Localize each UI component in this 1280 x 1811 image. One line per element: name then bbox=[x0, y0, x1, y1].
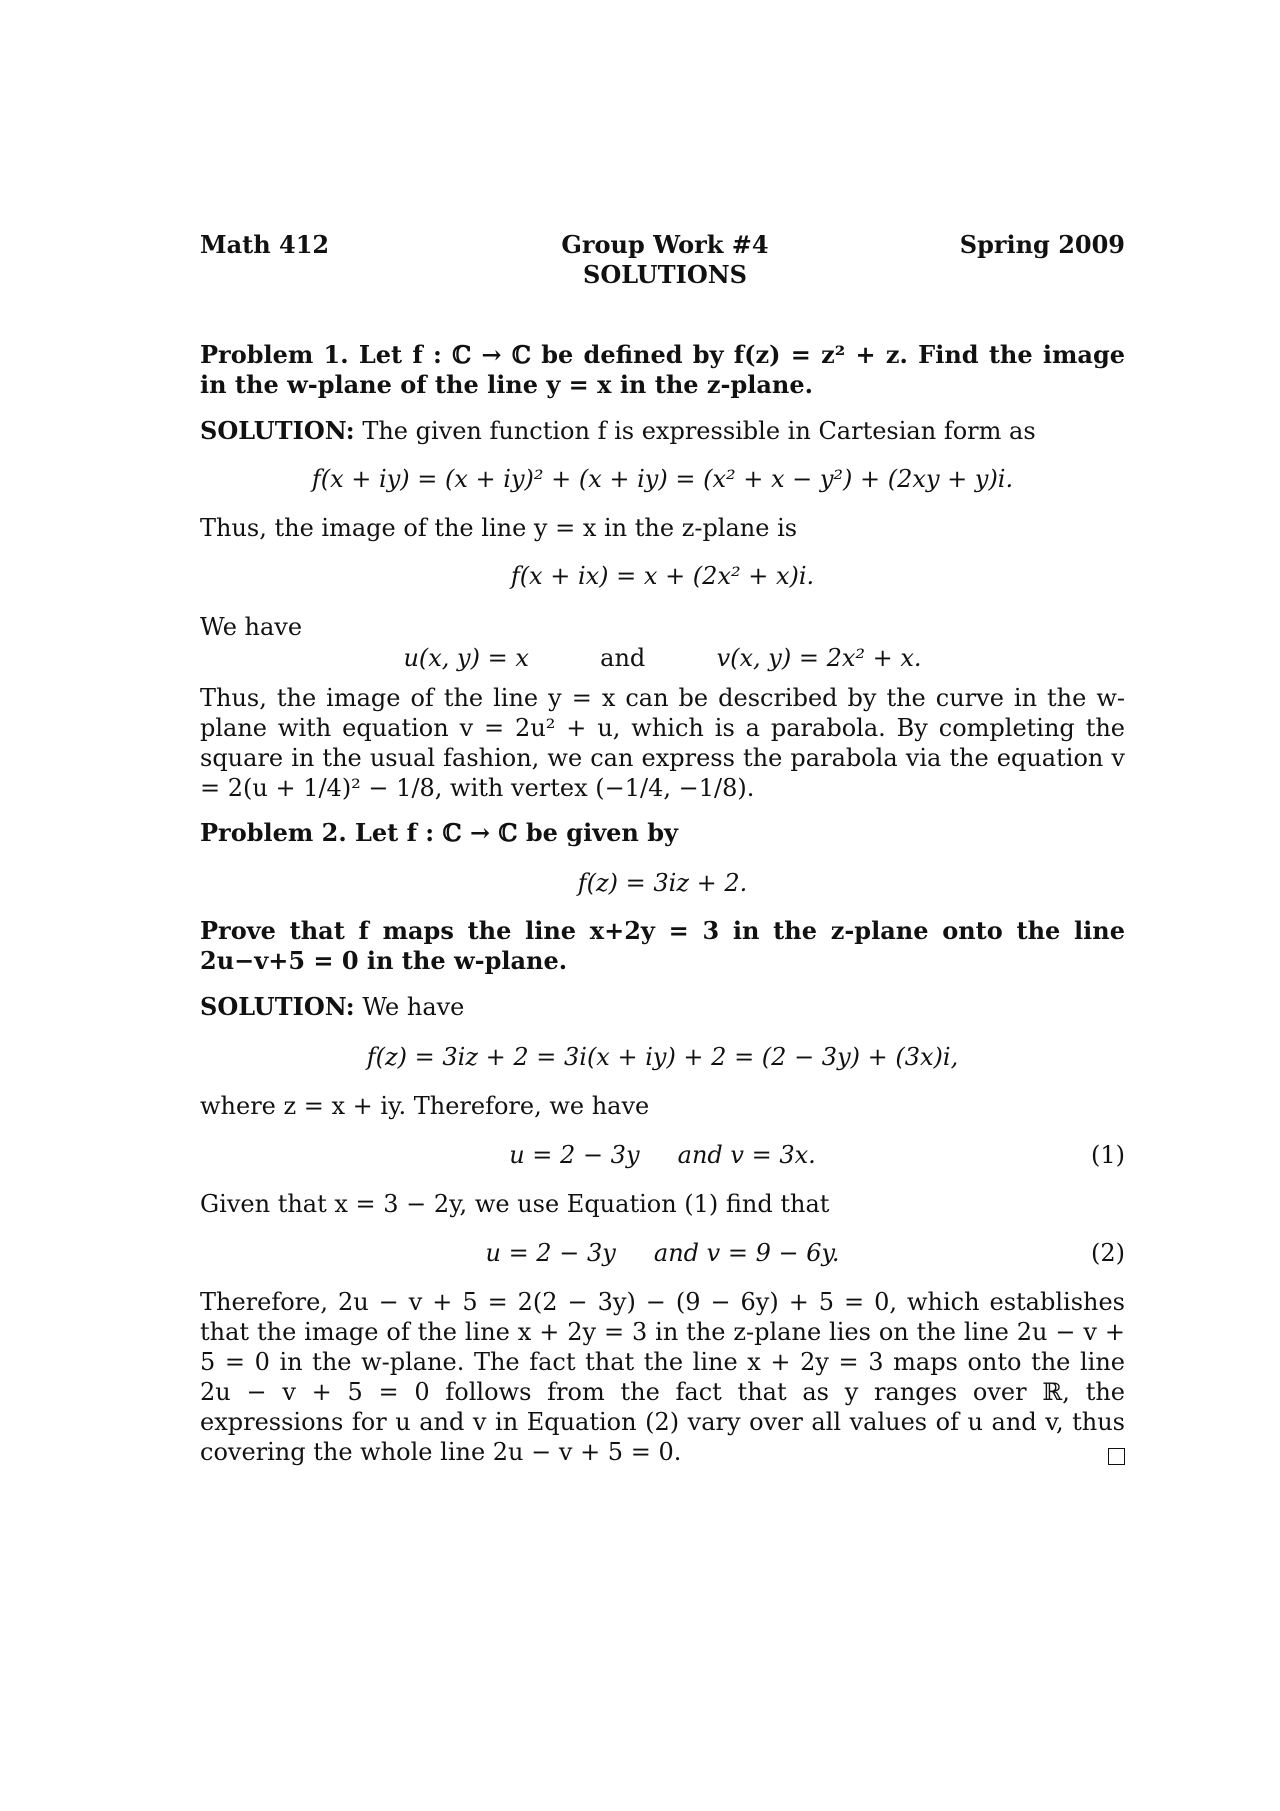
equation-2-body: u = 2 − 3y and v = 9 − 6y. bbox=[485, 1239, 840, 1267]
problem2-conclusion-text: Therefore, 2u − v + 5 = 2(2 − 3y) − (9 − 6y) + 5 = 0, which establishes that the image of the line x + 2y = 3 in the z-plane lies on the line 2u − v + 5 = 0 in the w-plane. The fact that the line x + 2y = 3 maps onto the line 2u − v + 5 = 0 follows from the fact that as y ranges over ℝ, the expressions for u and v in Equation (2) vary over all values of u and v, thus covering the whole line 2u − v + 5 = 0. bbox=[200, 1288, 1125, 1466]
and-word: and bbox=[600, 644, 646, 672]
problem2-equation-2 bbox=[200, 1140, 1125, 1170]
problem2-statement-b: Prove that f maps the line x+2y = 3 in the z-plane onto the line 2u−v+5 = 0 in the w-plane. bbox=[200, 916, 1125, 975]
problem2-text-3: Given that x = 3 − 2y, we use Equation (1) find that bbox=[200, 1190, 830, 1218]
problem2-equation-0: f(z) = 3iz + 2. bbox=[577, 869, 748, 897]
problem2-conclusion bbox=[200, 1287, 1125, 1467]
problem1-equation-3 bbox=[200, 643, 1125, 673]
problem1-solution-text: The given function f is expressible in Cartesian form as bbox=[362, 417, 1036, 445]
problem1-solution-intro bbox=[200, 416, 1125, 446]
problem2-equation-1: f(z) = 3iz + 2 = 3i(x + iy) + 2 = (2 − 3y) + (3x)i, bbox=[366, 1043, 959, 1071]
u-definition: u(x, y) = x bbox=[403, 644, 529, 672]
qed-square-icon bbox=[1108, 1448, 1125, 1465]
title-line-1: Group Work #4 bbox=[561, 230, 769, 259]
problem2-statement-a bbox=[200, 818, 1125, 848]
problem2-solution-intro bbox=[200, 992, 1125, 1022]
problem1-label: Problem 1. bbox=[200, 340, 349, 369]
title-line-2: SOLUTIONS bbox=[583, 260, 747, 289]
problem1-solution-label: SOLUTION: bbox=[200, 416, 355, 445]
problem2-label: Problem 2. bbox=[200, 818, 347, 847]
problem1-statement bbox=[200, 340, 1125, 400]
problem1-text-2: Thus, the image of the line y = x in the z-plane is bbox=[200, 514, 798, 542]
equation-1-body: u = 2 − 3y and v = 3x. bbox=[509, 1141, 816, 1169]
problem1-text-3: We have bbox=[200, 613, 303, 641]
equation-1-number: (1) bbox=[1091, 1141, 1125, 1169]
problem1-text: Let f : ℂ → ℂ be defined by f(z) = z² + z. Find the image in the w-plane of the line y = x in the z-plane. bbox=[200, 340, 1126, 399]
problem1-conclusion: Thus, the image of the line y = x can be described by the curve in the w-plane with equation v = 2u² + u, which is a parabola. By completing the square in the usual fashion, we can express the parabola via the equation v = 2(u + 1/4)² − 1/8, with vertex (−1/4, −1/8). bbox=[200, 684, 1125, 802]
problem2-text-2: where z = x + iy. Therefore, we have bbox=[200, 1092, 650, 1120]
problem2-solution-text: We have bbox=[362, 993, 465, 1021]
problem2-solution-label: SOLUTION: bbox=[200, 992, 355, 1021]
term-label: Spring 2009 bbox=[959, 230, 1125, 259]
v-definition: v(x, y) = 2x² + x. bbox=[716, 644, 922, 672]
equation-2-number: (2) bbox=[1091, 1239, 1125, 1267]
problem1-equation-2: f(x + ix) = x + (2x² + x)i. bbox=[510, 562, 815, 590]
course-label: Math 412 bbox=[200, 230, 330, 259]
problem2-equation-3 bbox=[200, 1238, 1125, 1268]
problem1-equation-1: f(x + iy) = (x + iy)² + (x + iy) = (x² + x − y²) + (2xy + y)i. bbox=[311, 465, 1014, 493]
problem2-text-a: Let f : ℂ → ℂ be given by bbox=[355, 818, 678, 847]
